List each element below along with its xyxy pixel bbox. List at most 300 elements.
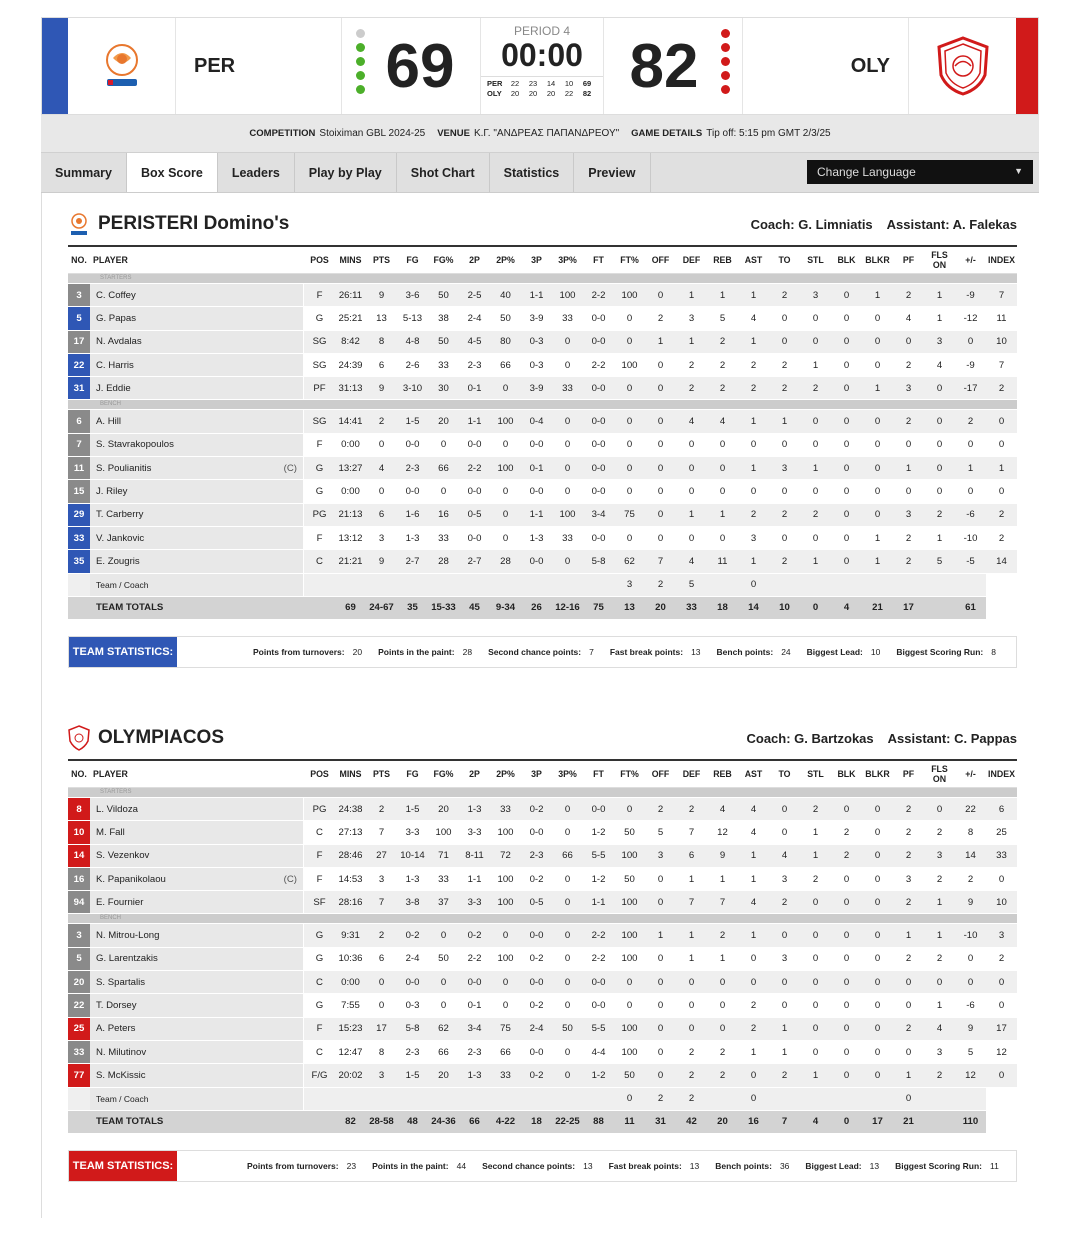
away-score (603, 18, 742, 114)
stat-cell: 1 (769, 1041, 800, 1064)
column-header: PTS (366, 761, 397, 788)
stat-cell: 0-0 (521, 550, 552, 573)
stat-cell: 66 (490, 354, 521, 377)
stat-cell: 0 (955, 480, 986, 503)
player-name: S. Stavrakopoulos (96, 439, 174, 451)
stat-cell: 2 (893, 550, 924, 573)
home-assistant: Assistant: A. Falekas (886, 216, 1017, 232)
team-stat-item (488, 647, 594, 657)
total-cell: 24-67 (366, 597, 397, 620)
stat-cell: 6 (366, 354, 397, 377)
stat-cell: 2 (769, 891, 800, 914)
player-row[interactable] (68, 1064, 1017, 1087)
stat-cell: 2 (800, 504, 831, 527)
stat-cell: 0-2 (397, 924, 428, 947)
stat-cell: G (304, 948, 335, 971)
tab-summary[interactable]: Summary (41, 153, 127, 192)
player-row[interactable] (68, 868, 1017, 891)
player-name-link[interactable] (90, 821, 304, 844)
stat-cell: 0 (645, 971, 676, 994)
stat-cell (924, 574, 955, 597)
stat-cell: 1 (924, 284, 955, 307)
player-name-link[interactable] (90, 504, 304, 527)
player-row[interactable] (68, 971, 1017, 994)
team-stat-label: Biggest Scoring Run: (895, 1160, 982, 1171)
stat-cell: 0 (614, 410, 645, 433)
stat-cell: 22 (955, 798, 986, 821)
total-cell: 48 (397, 1111, 428, 1134)
column-header: 3P% (552, 247, 583, 274)
total-cell: 26 (521, 597, 552, 620)
stat-cell: 0 (831, 480, 862, 503)
team-stats-label: TEAM STATISTICS: (69, 1151, 177, 1181)
column-header: NO. (68, 247, 90, 274)
game-info-bar (41, 115, 1039, 153)
stat-cell: 4 (738, 307, 769, 330)
player-name-link[interactable] (90, 480, 304, 503)
stat-cell: 0 (924, 971, 955, 994)
stat-cell: 1 (707, 284, 738, 307)
table-header-row (68, 247, 1017, 274)
stat-cell: 33 (552, 377, 583, 400)
stat-cell: 9:31 (335, 924, 366, 947)
game-clock-panel (481, 18, 603, 114)
player-row[interactable] (68, 948, 1017, 971)
stat-cell: 8-11 (459, 845, 490, 868)
stat-cell: 2 (893, 284, 924, 307)
home-color-bar (42, 18, 68, 114)
stat-cell: 50 (614, 868, 645, 891)
stat-cell: 1 (862, 284, 893, 307)
player-row[interactable] (68, 798, 1017, 821)
stat-cell: 3-3 (459, 821, 490, 844)
team-stats-label: TEAM STATISTICS: (69, 637, 177, 667)
team-totals-row (68, 1111, 1017, 1134)
stat-cell: 14:41 (335, 410, 366, 433)
stat-cell: 0 (800, 891, 831, 914)
player-name-link[interactable] (90, 868, 304, 891)
stat-cell: 9 (707, 845, 738, 868)
stat-cell: 0 (893, 434, 924, 457)
total-cell: 18 (521, 1111, 552, 1134)
stat-cell: 2 (769, 550, 800, 573)
player-name-link[interactable] (90, 924, 304, 947)
stat-cell: 2 (986, 527, 1017, 550)
stat-cell: 50 (490, 307, 521, 330)
stat-cell: 0 (831, 410, 862, 433)
stat-cell: 4 (924, 1018, 955, 1041)
stat-cell: 9 (366, 550, 397, 573)
stat-cell: 0 (676, 480, 707, 503)
stat-cell: 1-5 (397, 1064, 428, 1087)
stat-cell: 2-3 (459, 1041, 490, 1064)
stat-cell: -9 (955, 284, 986, 307)
stat-cell (583, 1088, 614, 1111)
stat-cell: 5-8 (397, 1018, 428, 1041)
stat-cell: 0 (831, 504, 862, 527)
total-cell (304, 597, 335, 620)
stat-cell: 4 (769, 845, 800, 868)
stat-cell: 0-0 (521, 434, 552, 457)
player-row[interactable] (68, 504, 1017, 527)
stat-cell: 8 (366, 1041, 397, 1064)
player-row[interactable] (68, 434, 1017, 457)
stat-cell: 1 (676, 948, 707, 971)
quarter-row-away: OLY 20 20 20 22 82 (487, 89, 592, 98)
player-name-link[interactable] (90, 331, 304, 354)
player-row[interactable] (68, 354, 1017, 377)
stat-cell: 2 (769, 377, 800, 400)
player-row[interactable] (68, 845, 1017, 868)
stat-cell: 28:46 (335, 845, 366, 868)
stat-cell: 2 (924, 868, 955, 891)
stat-cell: 0 (552, 1041, 583, 1064)
stat-cell: 3 (924, 331, 955, 354)
stat-cell: 0 (924, 377, 955, 400)
jersey-number: 33 (68, 1041, 90, 1064)
home-score (342, 18, 481, 114)
stat-cell: 2 (893, 354, 924, 377)
stat-cell: 0 (831, 457, 862, 480)
stat-cell (397, 1088, 428, 1111)
team-stat-label: Biggest Scoring Run: (896, 646, 984, 657)
total-cell: 0 (800, 597, 831, 620)
stat-cell: 17 (366, 1018, 397, 1041)
stat-cell: 1 (924, 891, 955, 914)
stat-cell: 1-3 (521, 527, 552, 550)
stat-cell: 0 (490, 504, 521, 527)
stat-cell: 0 (490, 434, 521, 457)
player-name-link[interactable] (90, 994, 304, 1017)
stat-cell: 3-9 (521, 377, 552, 400)
player-name-link[interactable] (90, 550, 304, 573)
player-name-link[interactable] (90, 377, 304, 400)
stat-cell: 20 (428, 410, 459, 433)
player-name: E. Zougris (96, 555, 140, 567)
home-timeouts (356, 29, 365, 94)
player-name: N. Avdalas (96, 336, 142, 348)
player-row[interactable] (68, 1041, 1017, 1064)
stat-cell: 1 (769, 410, 800, 433)
stat-cell: 0 (769, 924, 800, 947)
column-header: 2P% (490, 247, 521, 274)
stat-cell: 0 (645, 994, 676, 1017)
stat-cell: 0 (552, 457, 583, 480)
stat-cell (800, 574, 831, 597)
stat-cell: 1 (676, 284, 707, 307)
player-row[interactable] (68, 994, 1017, 1017)
stat-cell: 0 (676, 457, 707, 480)
stat-cell: 1 (924, 924, 955, 947)
stat-cell: 0 (552, 868, 583, 891)
stat-cell: 0 (552, 971, 583, 994)
player-name-link[interactable] (90, 434, 304, 457)
language-select[interactable] (807, 160, 1033, 184)
stat-cell: 2-5 (459, 284, 490, 307)
player-row[interactable] (68, 410, 1017, 433)
stat-cell: 0 (645, 891, 676, 914)
total-cell: 12-16 (552, 597, 583, 620)
player-row[interactable] (68, 331, 1017, 354)
stat-cell: 0 (645, 1018, 676, 1041)
away-assistant: Assistant: C. Pappas (887, 730, 1017, 746)
total-cell: 33 (676, 597, 707, 620)
stat-cell: 80 (490, 331, 521, 354)
total-cell: 75 (583, 597, 614, 620)
stat-cell: 0 (552, 994, 583, 1017)
home-score-value: 69 (385, 31, 455, 101)
section-label: BENCH (100, 914, 122, 921)
stat-cell: 20 (428, 798, 459, 821)
team-stat-value: 13 (869, 1160, 880, 1171)
stat-cell: 0 (738, 480, 769, 503)
player-name-link[interactable] (90, 307, 304, 330)
stat-cell: 0 (893, 1041, 924, 1064)
stat-cell: 9 (955, 891, 986, 914)
stat-cell: 1-3 (397, 527, 428, 550)
stat-cell: -10 (955, 527, 986, 550)
column-header: REB (707, 247, 738, 274)
jersey-number: 15 (68, 480, 90, 503)
stat-cell: 33 (490, 798, 521, 821)
stat-cell: 0 (800, 1018, 831, 1041)
player-row[interactable] (68, 284, 1017, 307)
stat-cell: 1 (955, 457, 986, 480)
stat-cell: 0 (831, 331, 862, 354)
stat-cell: 0-1 (459, 377, 490, 400)
player-name-link[interactable] (90, 798, 304, 821)
player-name-link[interactable] (90, 354, 304, 377)
stat-cell: 1 (986, 457, 1017, 480)
column-header: 3P% (552, 761, 583, 788)
away-logo[interactable] (908, 18, 1016, 114)
player-name: C. Harris (96, 359, 134, 371)
team-stat-value: 8 (991, 646, 996, 657)
stat-cell (521, 574, 552, 597)
stat-cell (924, 1088, 955, 1111)
stat-cell (366, 1088, 397, 1111)
stat-cell: 2 (769, 354, 800, 377)
stat-cell: 1-2 (583, 821, 614, 844)
stat-cell: 62 (428, 1018, 459, 1041)
stat-cell: 0 (862, 821, 893, 844)
total-cell: 20 (645, 597, 676, 620)
player-row[interactable] (68, 924, 1017, 947)
stat-cell: 0 (676, 434, 707, 457)
stat-cell (428, 574, 459, 597)
stat-cell: 2-2 (459, 457, 490, 480)
stat-cell: C (304, 971, 335, 994)
player-name-link[interactable] (90, 948, 304, 971)
stat-cell: 0-0 (459, 434, 490, 457)
stat-cell: 10:36 (335, 948, 366, 971)
jersey-number: 29 (68, 504, 90, 527)
stat-cell: -9 (955, 354, 986, 377)
stat-cell: 1 (924, 994, 955, 1017)
player-row[interactable] (68, 377, 1017, 400)
player-name: S. Vezenkov (96, 850, 150, 862)
stat-cell: 0 (645, 457, 676, 480)
stat-cell: 10 (986, 331, 1017, 354)
stat-cell (800, 1088, 831, 1111)
player-name-link[interactable] (90, 971, 304, 994)
total-cell: 16 (738, 1111, 769, 1134)
stat-cell: 11 (707, 550, 738, 573)
player-name-link[interactable] (90, 891, 304, 914)
stat-cell: 1 (862, 527, 893, 550)
stat-cell: 12 (707, 821, 738, 844)
column-header: BLK (831, 247, 862, 274)
home-abbr: PER (176, 18, 342, 114)
stat-cell: 0 (366, 434, 397, 457)
stat-cell: 0 (552, 434, 583, 457)
player-row[interactable] (68, 480, 1017, 503)
stat-cell: 0 (800, 948, 831, 971)
tab-statistics[interactable]: Statistics (490, 153, 575, 192)
stat-cell: 0 (552, 550, 583, 573)
stat-cell: 1 (893, 1064, 924, 1087)
stat-cell: 3 (986, 924, 1017, 947)
stat-cell: 0-0 (583, 527, 614, 550)
stat-cell: 2-4 (397, 948, 428, 971)
stat-cell: F (304, 434, 335, 457)
stat-cell: 4 (707, 410, 738, 433)
player-name-link[interactable] (90, 1041, 304, 1064)
player-name-link[interactable] (90, 527, 304, 550)
stat-cell: 2-4 (459, 307, 490, 330)
stat-cell: 0-0 (397, 971, 428, 994)
stat-cell: 50 (614, 1064, 645, 1087)
home-logo[interactable] (68, 18, 176, 114)
stat-cell: 1-1 (459, 410, 490, 433)
stat-cell: 2 (676, 1088, 707, 1111)
stat-cell: 3-3 (459, 891, 490, 914)
stat-cell: 0 (862, 1064, 893, 1087)
home-team-section (68, 203, 1017, 668)
player-row[interactable] (68, 457, 1017, 480)
stat-cell: 4 (738, 891, 769, 914)
stat-cell: 100 (614, 948, 645, 971)
stat-cell: 1 (862, 377, 893, 400)
stat-cell: 2 (893, 948, 924, 971)
stat-cell: 1 (676, 504, 707, 527)
jersey-number: 3 (68, 284, 90, 307)
stat-cell: 27:13 (335, 821, 366, 844)
tab-play-by-play[interactable]: Play by Play (295, 153, 397, 192)
team-stat-item (372, 1161, 466, 1171)
stat-cell: 0 (893, 331, 924, 354)
stat-cell: 0 (769, 798, 800, 821)
player-name: A. Hill (96, 416, 122, 428)
total-cell: 31 (645, 1111, 676, 1134)
jersey-number: 35 (68, 550, 90, 573)
tab-leaders[interactable]: Leaders (218, 153, 295, 192)
stat-cell: 5 (955, 1041, 986, 1064)
jersey-number: 5 (68, 948, 90, 971)
stat-cell: 0 (862, 845, 893, 868)
team-stat-value: 13 (689, 1160, 700, 1171)
stat-cell: 0 (800, 307, 831, 330)
column-header: 2P (459, 247, 490, 274)
stat-cell: 2 (645, 307, 676, 330)
column-header: PTS (366, 247, 397, 274)
tab-shot-chart[interactable]: Shot Chart (397, 153, 490, 192)
stat-cell: 31:13 (335, 377, 366, 400)
stat-cell: 2 (924, 948, 955, 971)
stat-cell: 0 (769, 331, 800, 354)
stat-cell: 0 (831, 550, 862, 573)
stat-cell: 0 (738, 971, 769, 994)
player-name-link[interactable] (90, 1018, 304, 1041)
stat-cell: 1 (800, 354, 831, 377)
stat-cell: 1-1 (583, 891, 614, 914)
column-header: PF (893, 761, 924, 788)
player-row[interactable] (68, 891, 1017, 914)
column-header: 2P% (490, 761, 521, 788)
stat-cell: 0 (769, 821, 800, 844)
tab-preview[interactable]: Preview (574, 153, 650, 192)
player-name: G. Papas (96, 312, 136, 324)
team-stat-value: 13 (691, 646, 701, 657)
column-header: OFF (645, 761, 676, 788)
stat-cell: 3 (769, 457, 800, 480)
stat-cell: 30 (428, 377, 459, 400)
stat-cell: 0 (955, 948, 986, 971)
stat-cell: 100 (490, 410, 521, 433)
section-divider (68, 400, 1017, 410)
stat-cell: 0 (490, 971, 521, 994)
stat-cell: 3 (645, 845, 676, 868)
stat-cell: 0-2 (521, 948, 552, 971)
player-name-link[interactable] (90, 457, 304, 480)
stat-cell: C (304, 550, 335, 573)
stat-cell: 2 (738, 1018, 769, 1041)
player-name: J. Riley (96, 486, 128, 498)
stat-cell: 0 (645, 948, 676, 971)
stat-cell: 9 (366, 284, 397, 307)
tab-box-score[interactable]: Box Score (127, 153, 218, 192)
stat-cell: 0 (707, 457, 738, 480)
stat-cell: 0 (645, 1064, 676, 1087)
team-stat-item (807, 647, 881, 657)
stat-cell: 0 (738, 948, 769, 971)
player-name-link[interactable] (90, 410, 304, 433)
player-row[interactable] (68, 307, 1017, 330)
player-row[interactable] (68, 1018, 1017, 1041)
player-row[interactable] (68, 550, 1017, 573)
team-stat-item (895, 1161, 999, 1171)
player-row[interactable] (68, 821, 1017, 844)
stat-cell: 0 (614, 307, 645, 330)
stat-cell: 1-3 (397, 868, 428, 891)
stat-cell: 50 (428, 331, 459, 354)
stat-cell: 1 (738, 284, 769, 307)
player-name-link[interactable] (90, 845, 304, 868)
jersey-number: 20 (68, 971, 90, 994)
stat-cell: 1 (738, 331, 769, 354)
stat-cell: 0:00 (335, 480, 366, 503)
player-name-link[interactable] (90, 1064, 304, 1087)
stat-cell: 0 (676, 1018, 707, 1041)
stat-cell: 0 (366, 480, 397, 503)
stat-cell: 2-7 (397, 550, 428, 573)
player-row[interactable] (68, 527, 1017, 550)
total-cell: 17 (893, 597, 924, 620)
stat-cell: 0-5 (459, 504, 490, 527)
stat-cell: 2 (924, 1064, 955, 1087)
player-name-link[interactable] (90, 284, 304, 307)
team-stat-value: 36 (779, 1160, 790, 1171)
